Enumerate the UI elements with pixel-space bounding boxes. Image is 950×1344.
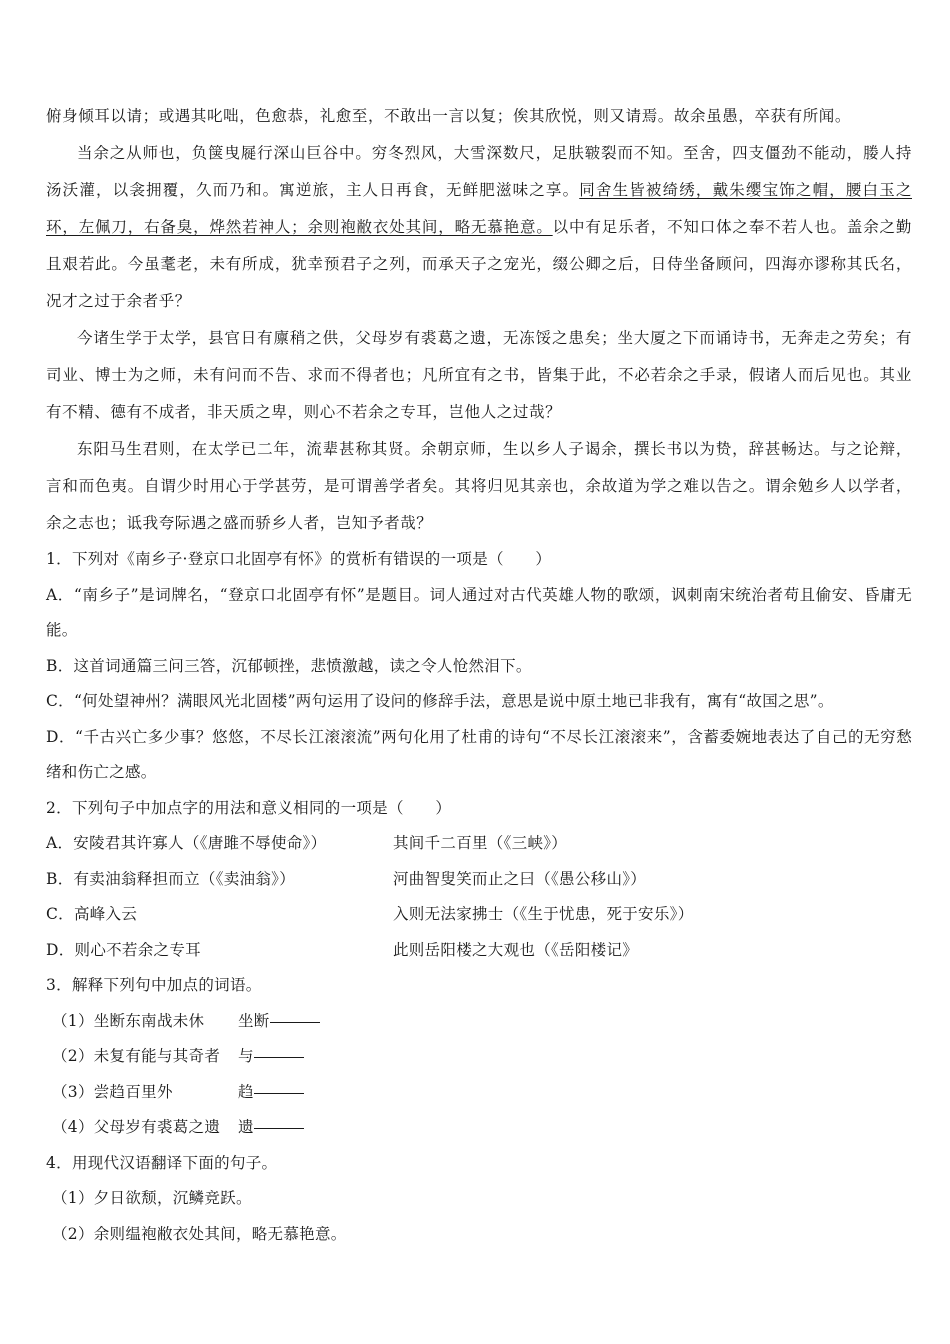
option-right: 其间千二百里（《三峡》） (393, 834, 568, 852)
option-left: D．则心不若余之专耳 (46, 940, 201, 959)
question-3 (46, 968, 912, 1146)
option-right: 河曲智叟笑而止之曰（《愚公移山》） (393, 869, 647, 888)
item-word: 遗 (238, 1118, 254, 1136)
question-3-item-4 (46, 1110, 912, 1146)
question-4 (46, 1146, 912, 1253)
question-4-item-2: （2）余则缊袍敝衣处其间，略无慕艳意。 (52, 1224, 347, 1243)
passage-paragraph-3: 今诸生学于太学，县官日有廪稍之供，父母岁有裘葛之遗，无冻馁之患矣；坐大厦之下而诵诗书，无奔走之劳矣；有司业、博士为之师，未有问而不告、求而不得者也；凡所宜有之书，皆集于此，不必若余之手录，假诸人而后见也。其业有不精、德有不成者，非天质之卑，则心不若余之专耳，岂他人之过哉？ (46, 329, 912, 421)
item-sentence: （2）未复有能与其奇者 (52, 1047, 221, 1065)
question-1-option-d: D．“千古兴亡多少事？悠悠，不尽长江滚滚流”两句化用了杜甫的诗句“不尽长江滚滚来”，含蓄委婉地表达了自己的无穷愁绪和伤亡之感。 (46, 727, 912, 781)
option-left: B．有卖油翁释担而立（《卖油翁》） (46, 869, 295, 888)
question-2 (46, 791, 912, 969)
question-1-stem: 1．下列对《南乡子·登京口北固亭有怀》的赏析有错误的一项是（ ） (46, 550, 552, 568)
item-sentence: （4）父母岁有裘葛之遗 (52, 1118, 221, 1136)
question-3-item-1 (46, 1004, 912, 1040)
item-word: 趋 (238, 1082, 254, 1101)
question-3-item-2 (46, 1039, 912, 1075)
question-2-option-a (46, 826, 912, 862)
passage-p2-end: 以中有足乐者，不知口体之奉不若人也。盖余之勤且艰若此。今虽耄老，未有所成，犹幸预君子之列，而承天子之宠光，缀公卿之后，日侍坐备顾问，四海亦谬称其氏名，况才之过于余者乎？ (46, 218, 912, 310)
question-3-item-3 (46, 1075, 912, 1111)
question-1-option-a: A．“南乡子”是词牌名，“登京口北固亭有怀”是题目。词人通过对古代英雄人物的歌颂，讽刺南宋统治者苟且偷安、昏庸无能。 (46, 585, 912, 639)
question-2-option-d (46, 933, 912, 969)
underlined-sentence: 同舍生皆被绮绣，戴朱缨宝饰之帽，腰白玉之环，左佩刀，右备臭，烨然若神人；余则袍敝衣处其间，略无慕艳意。 (46, 181, 912, 236)
answer-blank[interactable] (254, 1039, 304, 1058)
item-sentence: （1）坐断东南战未休 (52, 1011, 205, 1030)
question-2-stem: 2．下列句子中加点字的用法和意义相同的一项是（ ） (46, 798, 452, 817)
item-word: 与 (238, 1047, 254, 1065)
option-right: 入则无法家拂士（《生于忧患，死于安乐》） (393, 905, 694, 923)
question-3-stem: 3．解释下列句中加点的词语。 (46, 976, 262, 994)
question-2-option-b (46, 862, 912, 898)
question-1-option-c: C．“何处望神州？满眼风光北固楼”两句运用了设问的修辞手法，意思是说中原土地已非我有，寓有“故国之思”。 (46, 692, 834, 710)
item-word: 坐断 (238, 1011, 270, 1030)
answer-blank[interactable] (270, 1004, 320, 1023)
passage-paragraph-2 (46, 135, 912, 320)
exam-page (46, 98, 912, 1252)
question-2-option-c (46, 897, 912, 933)
question-4-stem: 4．用现代汉语翻译下面的句子。 (46, 1153, 278, 1172)
passage-p2-start: 当余之从师也，负箧曳屣行深山巨谷中。穷冬烈风，大雪深数尺，足肤皲裂而不知。至舍，四支僵劲不能动，媵人持汤沃灌，以衾拥覆，久而乃和。寓逆旅，主人日再食，无鲜肥滋味之享。 (46, 144, 912, 199)
passage-paragraph-1: 俯身倾耳以请；或遇其叱咄，色愈恭，礼愈至，不敢出一言以复；俟其欣悦，则又请焉。故余虽愚，卒获有所闻。 (46, 107, 852, 125)
question-4-item-1: （1）夕日欲颓，沉鳞竞跃。 (52, 1189, 252, 1207)
option-left: C．高峰入云 (46, 905, 138, 923)
item-sentence: （3）尝趋百里外 (52, 1082, 173, 1101)
option-left: A．安陵君其许寡人（《唐雎不辱使命》） (46, 834, 327, 852)
answer-blank[interactable] (254, 1110, 304, 1129)
answer-blank[interactable] (254, 1075, 304, 1094)
question-1 (46, 542, 912, 791)
question-1-option-b: B．这首词通篇三问三答，沉郁顿挫，悲愤激越，读之令人怆然泪下。 (46, 656, 532, 675)
option-right: 此则岳阳楼之大观也（《岳阳楼记》 (393, 940, 639, 959)
passage-paragraph-4: 东阳马生君则，在太学已二年，流辈甚称其贤。余朝京师，生以乡人子谒余，撰长书以为贽，辞甚畅达。与之论辩，言和而色夷。自谓少时用心于学甚劳，是可谓善学者矣。其将归见其亲也，余故道为学之难以告之。谓余勉乡人以学者，余之志也；诋我夸际遇之盛而骄乡人者，岂知予者哉？ (46, 440, 912, 532)
